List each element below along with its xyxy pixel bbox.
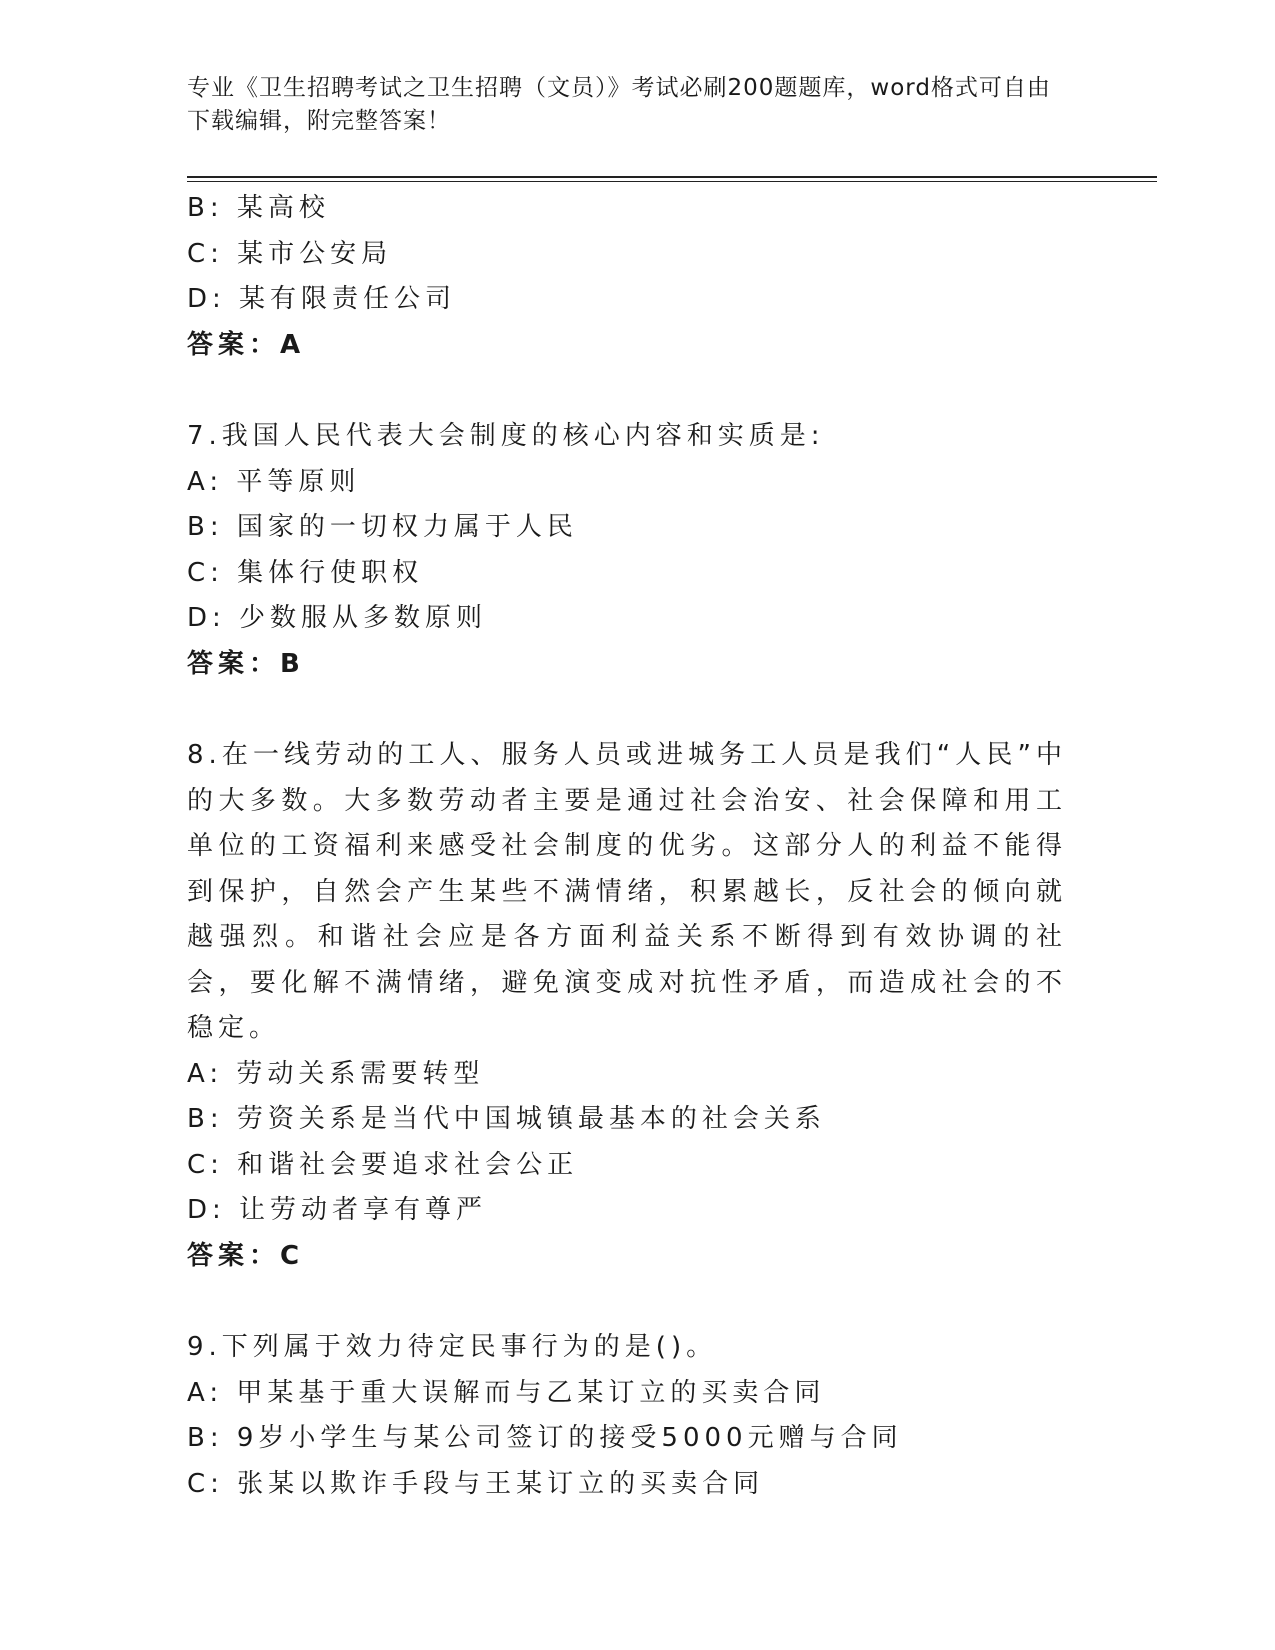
option-d: D: 让劳动者享有尊严 <box>187 1195 488 1225</box>
spacer <box>187 368 1067 414</box>
spacer <box>187 687 1067 733</box>
answer: 答案：C <box>187 1240 305 1271</box>
option-a: A: 劳动关系需要转型 <box>187 1058 485 1089</box>
option-c: C: 集体行使职权 <box>187 557 424 588</box>
header-divider-thin <box>187 181 1157 182</box>
answer: 答案：A <box>187 329 306 360</box>
question-text: 7.我国人民代表大会制度的核心内容和实质是: <box>187 421 825 451</box>
spacer <box>187 1279 1067 1325</box>
question-6-tail <box>187 186 1067 368</box>
option-a: A: 甲某基于重大误解而与乙某订立的买卖合同 <box>187 1377 826 1408</box>
option-b: B: 国家的一切权力属于人民 <box>187 512 578 542</box>
question-8 <box>187 733 1067 1279</box>
option-b: B: 某高校 <box>187 193 330 223</box>
option-b: B: 劳资关系是当代中国城镇最基本的社会关系 <box>187 1104 826 1134</box>
option-c: C: 某市公安局 <box>187 238 393 269</box>
option-b: B: 9岁小学生与某公司签订的接受5000元赠与合同 <box>187 1423 903 1453</box>
question-7 <box>187 414 1067 687</box>
header-divider-thick <box>187 176 1157 178</box>
option-d: D: 少数服从多数原则 <box>187 603 488 633</box>
option-a: A: 平等原则 <box>187 466 361 497</box>
option-d: D: 某有限责任公司 <box>187 284 457 314</box>
question-text: 9.下列属于效力待定民事行为的是()。 <box>187 1332 718 1362</box>
question-9 <box>187 1325 1067 1507</box>
header-title: 专业《卫生招聘考试之卫生招聘（文员）》考试必刷200题题库，word格式可自由下载编辑，附完整答案！ <box>187 75 1051 134</box>
question-text: 8.在一线劳动的工人、服务人员或进城务工人员是我们“人民”中的大多数。大多数劳动者主要是通过社会治安、社会保障和用工单位的工资福利来感受社会制度的优劣。这部分人的利益不能得到保护，自然会产生某些不满情绪，积累越长，反社会的倾向就越强烈。和谐社会应是各方面利益关系不断得到有效协调的社会，要化解不满情绪，避免演变成对抗性矛盾，而造成社会的不稳定。 <box>187 740 1067 1043</box>
answer: 答案：B <box>187 648 305 679</box>
document-body <box>187 186 1067 1507</box>
option-c: C: 和谐社会要追求社会公正 <box>187 1149 579 1180</box>
document-header <box>187 72 1067 138</box>
option-c: C: 张某以欺诈手段与王某订立的买卖合同 <box>187 1468 765 1499</box>
